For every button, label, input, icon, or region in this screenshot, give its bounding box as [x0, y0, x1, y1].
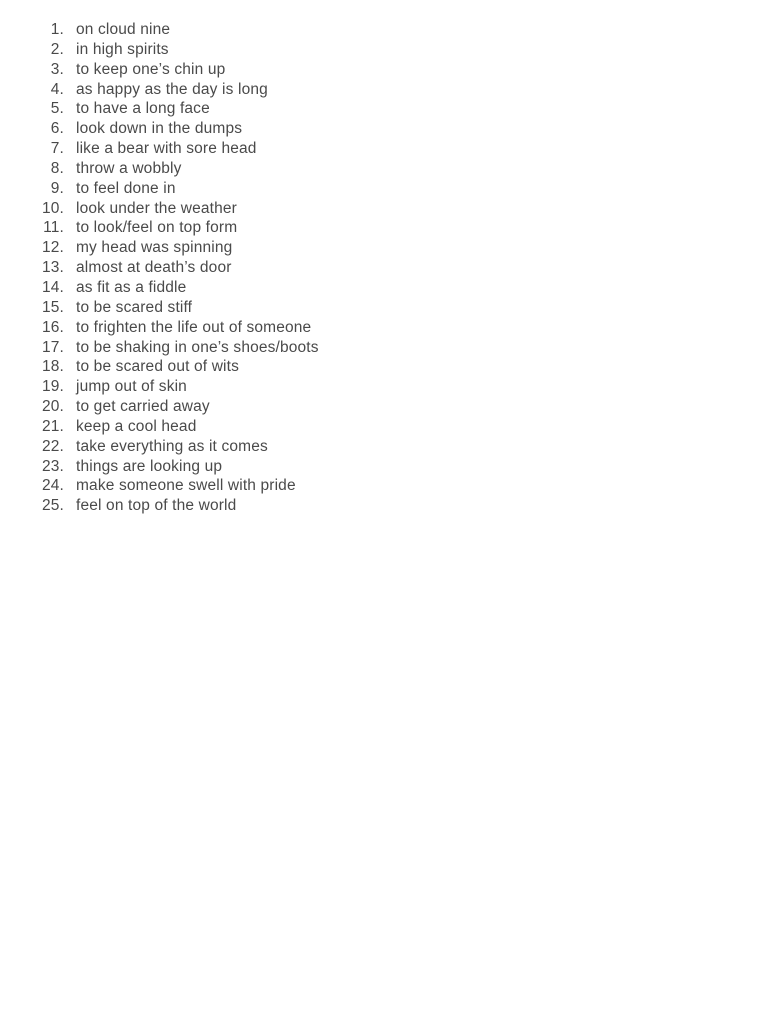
list-item-number: 9. [50, 179, 64, 197]
list-item-text: keep a cool head [76, 417, 197, 435]
list-item-text: take everything as it comes [76, 437, 268, 455]
list-item-text: things are looking up [76, 457, 223, 475]
list-item-text: to have a long face [76, 100, 210, 118]
list-item [0, 199, 319, 219]
list-item [0, 258, 319, 278]
list-item-number: 6. [50, 120, 64, 138]
list-item [0, 159, 319, 179]
list-item [0, 80, 319, 100]
list-item [0, 99, 319, 119]
list-item-number: 8. [50, 159, 64, 177]
list-item [0, 139, 319, 159]
list-item-text: jump out of skin [76, 378, 187, 396]
list-item-number: 12. [42, 239, 64, 257]
list-item [0, 40, 319, 60]
list-item-number: 4. [50, 80, 64, 98]
list-item-text: throw a wobbly [76, 159, 182, 177]
list-item [0, 476, 319, 496]
list-item-text: feel on top of the world [76, 497, 237, 515]
list-item-number: 17. [42, 338, 64, 356]
list-item-number: 13. [42, 259, 64, 277]
list-item [0, 377, 319, 397]
list-item [0, 20, 319, 40]
list-item-number: 10. [42, 199, 64, 217]
list-item-number: 18. [42, 358, 64, 376]
list-item [0, 496, 319, 516]
list-item-text: look down in the dumps [76, 120, 243, 138]
list-item-text: as happy as the day is long [76, 80, 268, 98]
list-item [0, 318, 319, 338]
list-item-number: 24. [42, 477, 64, 495]
list-item-text: on cloud nine [76, 21, 171, 38]
list-item [0, 417, 319, 437]
list-item-number: 25. [42, 497, 64, 515]
list-item-number: 20. [42, 398, 64, 416]
list-item-text: in high spirits [76, 40, 169, 58]
idiom-list [0, 20, 319, 516]
list-item-text: to frighten the life out of someone [76, 318, 312, 336]
list-item [0, 60, 319, 80]
list-item-number: 11. [43, 219, 64, 237]
list-item-number: 2. [50, 40, 64, 58]
list-item-text: to keep one’s chin up [76, 60, 226, 78]
list-item [0, 457, 319, 477]
list-item-text: like a bear with sore head [76, 140, 257, 158]
list-item-text: look under the weather [76, 199, 237, 217]
list-item-text: to be shaking in one’s shoes/boots [76, 338, 319, 356]
list-item [0, 397, 319, 417]
list-item-number: 14. [42, 278, 64, 296]
list-item-number: 19. [42, 378, 64, 396]
list-item-text: to get carried away [76, 398, 210, 416]
list-item-text: almost at death’s door [76, 259, 232, 277]
list-item [0, 338, 319, 358]
list-item [0, 218, 319, 238]
list-item-text: to feel done in [76, 179, 176, 197]
list-item-text: to be scared out of wits [76, 358, 239, 376]
list-item [0, 119, 319, 139]
list-item [0, 278, 319, 298]
list-item-number: 3. [50, 60, 64, 78]
list-item-text: make someone swell with pride [76, 477, 296, 495]
list-item [0, 238, 319, 258]
list-item-text: my head was spinning [76, 239, 233, 257]
list-item-number: 15. [42, 298, 64, 316]
list-item-number: 7. [50, 140, 64, 158]
list-item-number: 1. [50, 21, 64, 38]
list-item [0, 437, 319, 457]
list-item [0, 298, 319, 318]
list-item-text: to be scared stiff [76, 298, 193, 316]
list-item-text: to look/feel on top form [76, 219, 238, 237]
list-item [0, 179, 319, 199]
list-item-number: 16. [42, 318, 64, 336]
list-item-number: 5. [50, 100, 64, 118]
list-item-number: 21. [42, 417, 64, 435]
list-item [0, 357, 319, 377]
list-item-number: 22. [42, 437, 64, 455]
list-item-number: 23. [42, 457, 64, 475]
list-item-text: as fit as a fiddle [76, 278, 187, 296]
